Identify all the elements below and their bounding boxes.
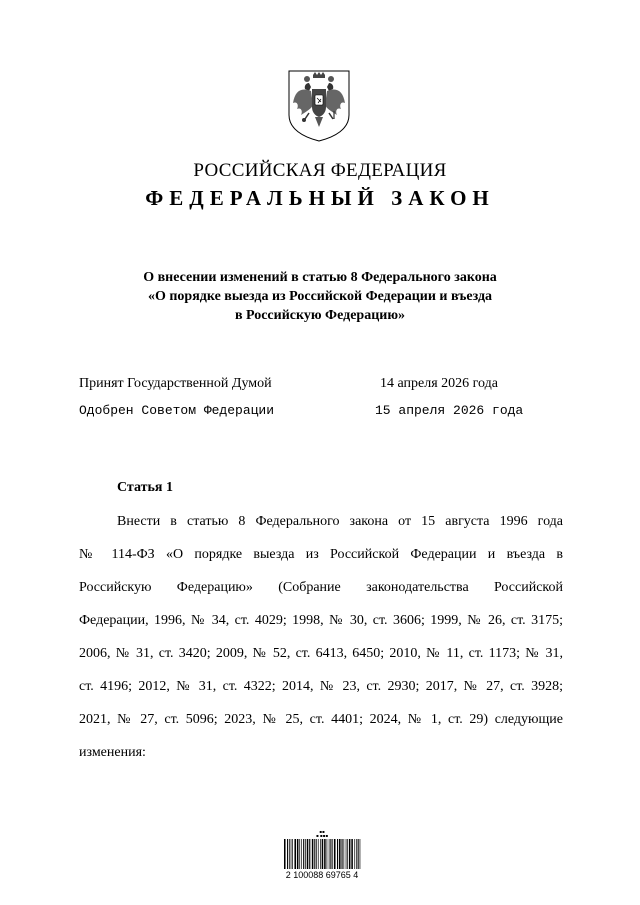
barcode-bar xyxy=(309,839,310,869)
barcode-bar xyxy=(341,839,342,869)
law-title xyxy=(60,268,580,325)
duma-adoption-label: Принят Государственной Думой xyxy=(79,376,272,391)
barcode-bar xyxy=(299,839,300,869)
barcode-bar xyxy=(284,839,286,869)
barcode-bar xyxy=(305,839,306,869)
article-text-line: изменения: xyxy=(79,745,146,760)
council-approval-date: 15 апреля 2026 года xyxy=(375,403,524,418)
barcode-bar xyxy=(358,839,359,869)
barcode-bar xyxy=(314,839,315,869)
barcode-bar xyxy=(346,839,347,869)
barcode-bar xyxy=(291,839,292,869)
barcode-bar xyxy=(351,839,353,869)
barcode-bar xyxy=(324,839,326,869)
barcode-number: 2 100088 69765 4 xyxy=(285,870,359,880)
barcode-bar xyxy=(320,839,321,869)
barcode-bar xyxy=(332,839,333,869)
barcode-bar xyxy=(360,839,361,869)
coat-of-arms-icon xyxy=(287,69,351,143)
barcode-bar xyxy=(301,839,302,869)
barcode-bar xyxy=(327,839,328,869)
barcode-bar xyxy=(339,839,341,869)
barcode-bar xyxy=(287,839,288,869)
country-name: РОССИЙСКАЯ ФЕДЕРАЦИЯ xyxy=(193,160,447,181)
duma-adoption-date: 14 апреля 2026 года xyxy=(380,376,498,391)
barcode-caption-icon: ▪▪ ▪ ▪▪▪ xyxy=(315,829,329,838)
barcode xyxy=(283,830,361,882)
article-text-line: 2006, № 31, ст. 3420; 2009, № 52, ст. 6413, 6450; 2010, № 11, ст. 1173; № 31, xyxy=(79,646,563,661)
barcode-bars xyxy=(283,839,361,869)
barcode-bar xyxy=(337,839,338,869)
barcode-bar xyxy=(347,839,348,869)
barcode-bar xyxy=(307,839,309,869)
barcode-bar xyxy=(294,839,296,869)
law-title-line: в Российскую Федерацию» xyxy=(234,308,406,323)
article-text-line: Федерации, 1996, № 34, ст. 4029; 1998, № 30, ст. 3606; 1999, № 26, ст. 3175; xyxy=(79,613,563,628)
article-text-line: № 114-ФЗ «О порядке выезда из Российской Федерации и въезда в xyxy=(79,547,563,562)
barcode-bar xyxy=(329,839,330,869)
barcode-bar xyxy=(354,839,355,869)
barcode-bar xyxy=(356,839,357,869)
barcode-bar xyxy=(292,839,293,869)
barcode-bar xyxy=(297,839,299,869)
council-approval-label: Одобрен Советом Федерации xyxy=(79,403,275,418)
barcode-bar xyxy=(334,839,336,869)
barcode-bar xyxy=(316,839,317,869)
barcode-bar xyxy=(349,839,351,869)
barcode-bar xyxy=(303,839,304,869)
barcode-bar xyxy=(344,839,345,869)
article-text-line: 2021, № 27, ст. 5096; 2023, № 25, ст. 4401; 2024, № 1, ст. 29) следующие xyxy=(79,712,563,727)
barcode-bar xyxy=(330,839,331,869)
article-text-line: Внести в статью 8 Федерального закона от 15 августа 1996 года xyxy=(117,514,563,529)
barcode-bar xyxy=(322,839,324,869)
article-heading: Статья 1 xyxy=(117,480,173,495)
document-type: ФЕДЕРАЛЬНЫЙ ЗАКОН xyxy=(145,186,495,210)
article-text-line: ст. 4196; 2012, № 31, ст. 4322; 2014, № 23, ст. 2930; 2017, № 27, ст. 3928; xyxy=(79,679,563,694)
barcode-bar xyxy=(289,839,290,869)
barcode-bar xyxy=(318,839,319,869)
barcode-bar xyxy=(312,839,314,869)
law-title-line: О внесении изменений в статью 8 Федерального закона xyxy=(143,270,497,285)
law-title-line: «О порядке выезда из Российской Федерации и въезда xyxy=(147,289,493,304)
article-text-line: Российскую Федерацию» (Собрание законодательства Российской xyxy=(79,580,563,595)
